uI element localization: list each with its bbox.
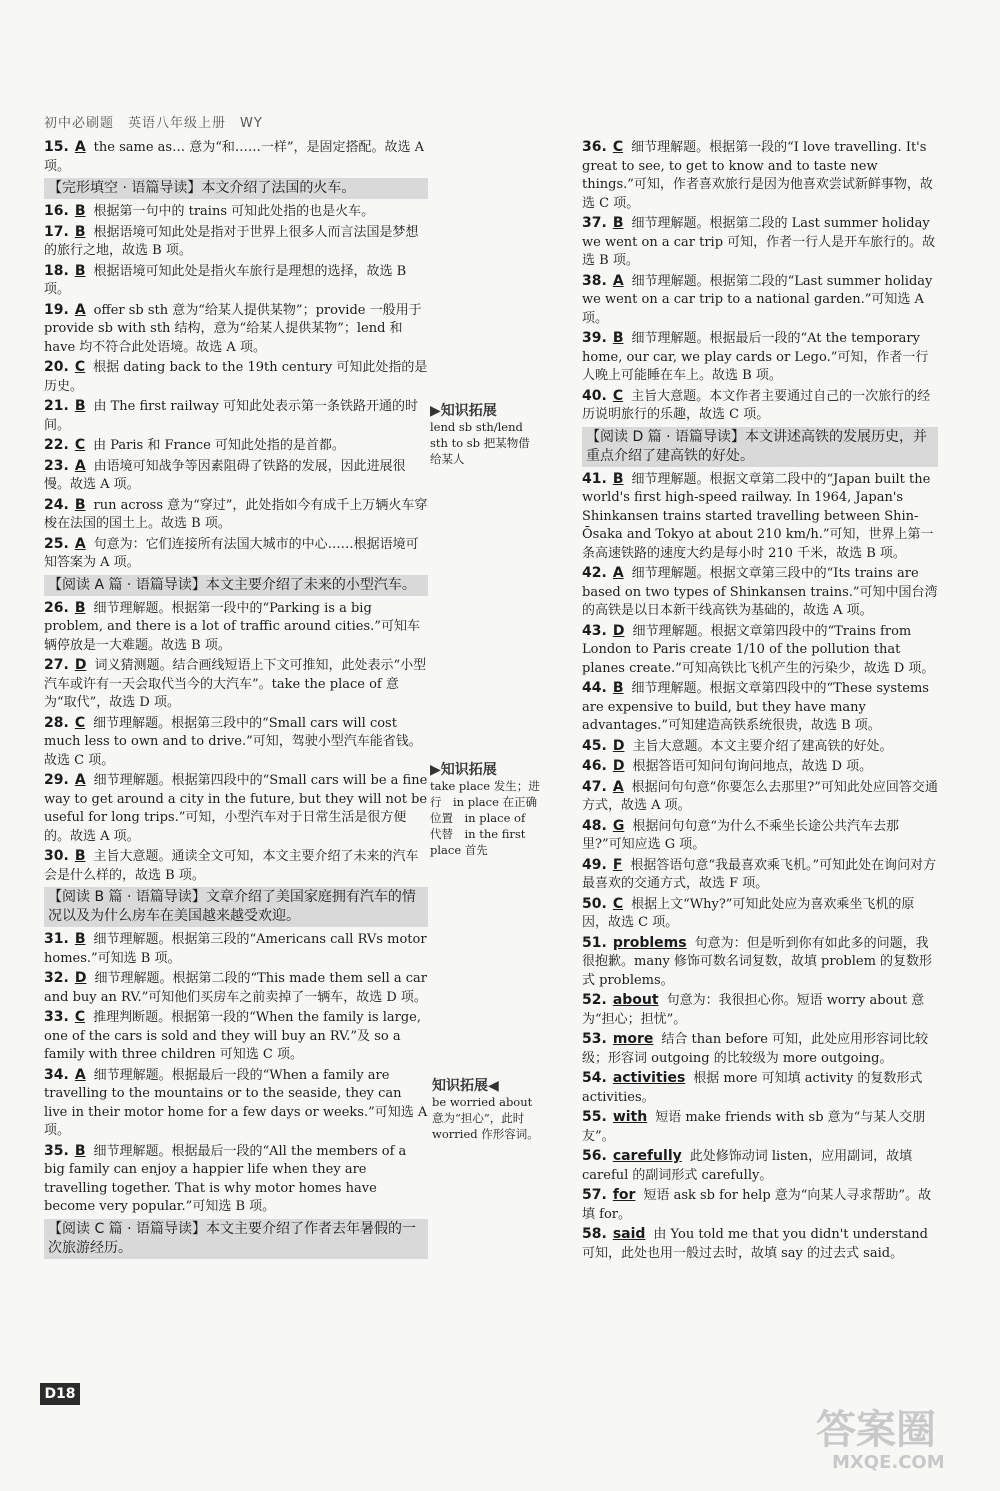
question-number: 41.	[582, 470, 607, 487]
answer-item	[44, 301, 428, 358]
explanation-text: 细节理解题。根据第二段的“This made them sell a car and buy an RV.”可知他们买房车之前卖掉了一辆车，故选 D 项。	[44, 971, 428, 1005]
question-number: 24.	[44, 496, 69, 513]
answer-item	[44, 714, 428, 771]
answer-item	[44, 847, 428, 885]
left-column	[44, 138, 428, 1262]
answer-item	[44, 771, 428, 846]
answer-key: C	[612, 387, 624, 404]
explanation-text: 细节理解题。根据文章第二段中的“Japan built the world's first high-speed railway. In 1964, Japan's Shinkansen trains started travelling between Shin-Ōsaka and Tokyo at about 210 km/h.”可知，世界上第一条高速铁路的速度大约是每小时 210 千米，故选 B 项。	[582, 471, 934, 561]
explanation-text: 词义猜测题。结合画线短语上下文可推知，此处表示“小型汽车或许有一天会取代当今的大汽车”。take the place of 意为“取代”，故选 D 项。	[44, 658, 427, 710]
explanation-text: 细节理解题。根据文章第四段中的“Trains from London to Paris create 1/10 of the pollution that planes create.”可知高铁比飞机产生的污染少，故选 D 项。	[582, 623, 935, 676]
question-number: 38.	[582, 272, 607, 289]
answer-item	[582, 1069, 938, 1107]
question-number: 45.	[582, 737, 607, 754]
answer-item	[582, 1108, 938, 1146]
explanation-text: 细节理解题。根据第二段的“Last summer holiday we went on a car trip to a national garden.”可知选 A 项。	[582, 273, 933, 326]
question-number: 35.	[44, 1142, 69, 1159]
right-column	[582, 138, 938, 1264]
answer-key: B	[74, 599, 86, 616]
answer-key: B	[74, 1142, 86, 1159]
answer-key: C	[612, 895, 624, 912]
answer-key: B	[612, 330, 624, 346]
question-number: 57.	[582, 1187, 607, 1203]
answer-item	[44, 496, 428, 534]
answer-item	[44, 262, 428, 300]
answer-key: D	[74, 657, 87, 673]
explanation-text: 结合 than before 可知，此处应用形容词比较级；形容词 outgoing 的比较级为 more outgoing。	[582, 1032, 929, 1066]
explanation-text: 此处修饰动词 listen，应用副词，故填 careful 的副词形式 carefully。	[582, 1149, 913, 1183]
answer-item	[582, 856, 938, 894]
note-title: ▶知识拓展	[430, 762, 497, 778]
answer-key: problems	[612, 934, 687, 951]
question-number: 28.	[44, 714, 69, 731]
explanation-text: 主旨大意题。本文作者主要通过自己的一次旅行的经历说明旅行的乐趣，故选 C 项。	[582, 388, 931, 422]
question-number: 46.	[582, 758, 607, 774]
explanation-text: 细节理解题。根据第一段的“I love travelling. It's great to see, to get to know and to taste new things.”可知，作者喜欢旅行是因为他喜欢尝试新鲜事物，故选 C 项。	[582, 140, 933, 211]
explanation-text: 根据上文“Why?”可知此处应为喜欢乘坐飞机的原因，故选 C 项。	[582, 896, 915, 930]
question-number: 26.	[44, 599, 69, 616]
question-number: 37.	[582, 215, 607, 231]
explanation-text: 推理判断题。根据第一段的“When the family is large, one of the cars is sold and they will buy an RV.”及 so a family with three children 可知选 C 项。	[44, 1010, 422, 1062]
question-number: 47.	[582, 778, 607, 795]
question-number: 48.	[582, 817, 607, 834]
section-header: 【完形填空 · 语篇导读】本文介绍了法国的火车。	[44, 178, 428, 199]
answer-key: A	[74, 457, 86, 474]
watermark-logo: 答案圈	[816, 1407, 936, 1453]
explanation-text: 根据问句句意“你要怎么去那里?”可知此处应回答交通方式，故选 A 项。	[582, 779, 938, 813]
answer-item	[582, 214, 938, 271]
explanation-text: 由 Paris 和 France 可知此处指的是首都。	[93, 438, 345, 453]
answer-item	[44, 599, 428, 656]
answer-item	[44, 436, 428, 456]
section-header: 【阅读 B 篇 · 语篇导读】文章介绍了美国家庭拥有汽车的情况以及为什么房车在美国越来越受欢迎。	[44, 887, 428, 927]
answer-item	[44, 138, 428, 176]
answer-item	[44, 535, 428, 573]
explanation-text: 细节理解题。根据第一段中的“Parking is a big problem, and there is a lot of traffic around cities.”可知车辆停放是一大难题。故选 B 项。	[44, 600, 420, 653]
explanation-text: 细节理解题。根据最后一段的“All the members of a big family can enjoy a happier life when they are travelling together. That is why motor homes have become very popular.”可知选 B 项。	[44, 1143, 407, 1214]
question-number: 20.	[44, 359, 69, 375]
answer-key: B	[74, 223, 86, 240]
answer-item	[44, 1066, 428, 1141]
answer-item	[44, 969, 428, 1007]
answer-key: for	[612, 1187, 636, 1203]
page-number: D18	[40, 1383, 80, 1405]
explanation-text: 主旨大意题。通读全文可知，本文主要介绍了未来的汽车会是什么样的，故选 B 项。	[44, 849, 419, 883]
question-number: 49.	[582, 856, 607, 873]
question-number: 17.	[44, 223, 69, 240]
question-number: 30.	[44, 848, 69, 864]
question-number: 58.	[582, 1226, 607, 1242]
question-number: 25.	[44, 535, 69, 552]
answer-item	[44, 358, 428, 396]
question-number: 43.	[582, 622, 607, 639]
question-number: 23.	[44, 457, 69, 474]
answer-item	[582, 934, 938, 991]
explanation-text: 根据问句句意“为什么不乘坐长途公共汽车去那里?”可知应选 G 项。	[582, 818, 899, 852]
answer-item	[582, 817, 938, 855]
explanation-text: 细节理解题。根据第三段的“Americans call RVs motor homes.”可知选 B 项。	[44, 932, 427, 966]
explanation-text: 句意为：但是听到你有如此多的问题，我很抱歉。many 修饰可数名词复数，故填 problem 的复数形式 problems。	[582, 935, 933, 988]
question-number: 55.	[582, 1109, 607, 1125]
answer-key: B	[74, 398, 86, 414]
explanation-text: 细节理解题。根据第二段的 Last summer holiday we went on a car trip 可知，作者一行人是开车旅行的。故选 B 项。	[582, 216, 936, 268]
explanation-text: 根据答语可知问句询问地点，故选 D 项。	[632, 759, 873, 774]
question-number: 32.	[44, 970, 69, 986]
answer-item	[582, 737, 938, 757]
explanation-text: 根据语境可知此处是指火车旅行是理想的选择，故选 B 项。	[44, 263, 407, 297]
explanation-text: 由 You told me that you didn't understand 可知，此处也用一般过去时，故填 say 的过去式 said。	[582, 1227, 928, 1261]
answer-key: B	[612, 215, 624, 231]
answer-item	[582, 272, 938, 329]
question-number: 39.	[582, 330, 607, 346]
question-number: 21.	[44, 398, 69, 414]
answer-key: C	[74, 714, 86, 731]
answer-item	[44, 656, 428, 713]
answer-item	[582, 622, 938, 679]
answer-key: C	[74, 437, 86, 453]
answer-key: A	[74, 535, 86, 552]
knowledge-note-1	[430, 403, 540, 467]
answer-key: D	[612, 758, 625, 774]
answer-key: B	[74, 262, 86, 279]
explanation-text: 细节理解题。根据最后一段的“At the temporary home, our car, we play cards or Lego.”可知，作者一行人晚上可能睡在车上。故选 B 项。	[582, 331, 929, 383]
answer-item	[44, 223, 428, 261]
question-number: 56.	[582, 1148, 607, 1164]
question-number: 51.	[582, 934, 607, 951]
question-number: 22.	[44, 437, 69, 453]
question-number: 31.	[44, 931, 69, 947]
explanation-text: 根据 dating back to the 19th century 可知此处指的是历史。	[44, 360, 428, 394]
answer-key: A	[612, 272, 624, 289]
question-number: 36.	[582, 139, 607, 155]
question-number: 33.	[44, 1009, 69, 1025]
explanation-text: 短语 ask sb for help 意为“向某人寻求帮助”。故填 for。	[582, 1188, 932, 1222]
answer-key: D	[612, 737, 625, 754]
section-header: 【阅读 C 篇 · 语篇导读】本文主要介绍了作者去年暑假的一次旅游经历。	[44, 1219, 428, 1259]
explanation-text: 细节理解题。根据文章第四段中的“These systems are expensive to build, but they have many advantages.”可知建造高铁系统很贵，故选 B 项。	[582, 681, 929, 733]
answer-key: B	[74, 848, 86, 864]
question-number: 27.	[44, 657, 69, 673]
answer-item	[582, 564, 938, 621]
explanation-text: 根据答语句意“我最喜欢乘飞机。”可知此处在询问对方最喜欢的交通方式，故选 F 项。	[582, 857, 937, 891]
note-title: ▶知识拓展	[430, 403, 497, 419]
answer-key: D	[612, 622, 625, 639]
answer-key: B	[74, 931, 86, 947]
question-number: 40.	[582, 387, 607, 404]
answer-item	[582, 757, 938, 777]
page-header: 初中必刷题 英语八年级上册 WY	[44, 116, 263, 131]
answer-item	[582, 138, 938, 213]
answer-key: C	[74, 359, 86, 375]
explanation-text: 句意为：我很担心你。短语 worry about 意为“担心；担忧”。	[582, 993, 925, 1027]
answer-item	[582, 778, 938, 816]
knowledge-note-2	[430, 762, 540, 858]
section-header: 【阅读 D 篇 · 语篇导读】本文讲述高铁的发展历史，并重点介绍了建高铁的好处。	[582, 427, 938, 467]
answer-key: B	[612, 470, 624, 487]
explanation-text: 细节理解题。根据第四段中的“Small cars will be a fine way to get around a city in the future, but they will not be useful for long trips.”可知，小型汽车对于日常生活是很方便的。故选 A 项。	[44, 773, 428, 844]
answer-key: B	[74, 203, 86, 219]
explanation-text: 细节理解题。根据最后一段的“When a family are travelling to the mountains or to the seaside, they can live in their motor home for a few days or weeks.”可知选 A 项。	[44, 1067, 428, 1138]
question-number: 19.	[44, 301, 69, 318]
answer-item	[582, 1147, 938, 1185]
answer-item	[582, 1225, 938, 1263]
answer-item	[582, 1186, 938, 1224]
question-number: 54.	[582, 1070, 607, 1086]
answer-key: A	[74, 1066, 86, 1083]
answer-item	[44, 1008, 428, 1065]
question-number: 15.	[44, 139, 69, 155]
answer-item	[44, 930, 428, 968]
note-body: lend sb sth/lend sth to sb 把某物借给某人	[430, 420, 530, 466]
explanation-text: 由语境可知战争等因素阻碍了铁路的发展，因此进展很慢。故选 A 项。	[44, 458, 406, 492]
explanation-text: the same as… 意为“和……一样”，是固定搭配。故选 A 项。	[44, 140, 425, 174]
note-body: be worried about 意为“担心”，此时 worried 作形容词。	[432, 1095, 539, 1141]
answer-key: A	[612, 778, 624, 795]
explanation-text: 根据 more 可知填 activity 的复数形式 activities。	[582, 1071, 923, 1105]
answer-item	[44, 457, 428, 495]
answer-item	[44, 202, 428, 222]
explanation-text: 主旨大意题。本文主要介绍了建高铁的好处。	[632, 738, 893, 754]
question-number: 29.	[44, 772, 69, 788]
answer-key: D	[74, 970, 87, 986]
answer-key: more	[612, 1031, 654, 1047]
question-number: 53.	[582, 1031, 607, 1047]
answer-key: B	[612, 680, 624, 696]
answer-key: with	[612, 1109, 648, 1125]
explanation-text: 由 The first railway 可知此处表示第一条铁路开通的时间。	[44, 399, 419, 433]
note-title: 知识拓展◀	[432, 1078, 499, 1094]
answer-item	[582, 679, 938, 736]
answer-key: G	[612, 817, 625, 834]
explanation-text: run across 意为“穿过”，此处指如今有成千上万辆火车穿梭在法国的国土上。故选 B 项。	[44, 497, 428, 531]
question-number: 52.	[582, 992, 607, 1008]
question-number: 18.	[44, 262, 69, 279]
answer-key: A	[74, 301, 86, 318]
answer-key: A	[74, 139, 86, 155]
answer-item	[44, 1142, 428, 1217]
answer-key: carefully	[612, 1148, 682, 1164]
answer-key: C	[612, 139, 624, 155]
answer-item	[582, 329, 938, 386]
answer-key: activities	[612, 1070, 686, 1086]
explanation-text: 细节理解题。根据第三段中的“Small cars will cost much less to own and to drive.”可知，驾驶小型汽车能省钱。故选 C 项。	[44, 715, 422, 768]
watermark-url: MXQE.COM	[832, 1452, 945, 1473]
note-body: take place 发生；进行 in place 在正确位置 in place of 代替 in the first place 首先	[430, 779, 540, 857]
answer-key: said	[612, 1226, 646, 1242]
answer-key: about	[612, 992, 659, 1008]
explanation-text: 根据语境可知此处是指对于世界上很多人而言法国是梦想的旅行之地，故选 B 项。	[44, 224, 419, 258]
question-number: 16.	[44, 203, 69, 219]
explanation-text: 根据第一句中的 trains 可知此处指的也是火车。	[93, 204, 375, 219]
section-header: 【阅读 A 篇 · 语篇导读】本文主要介绍了未来的小型汽车。	[44, 575, 428, 596]
knowledge-note-3	[432, 1078, 542, 1142]
explanation-text: 短语 make friends with sb 意为“与某人交朋友”。	[582, 1110, 926, 1144]
answer-item	[582, 470, 938, 564]
answer-item	[582, 991, 938, 1029]
answer-item	[44, 397, 428, 435]
answer-item	[582, 1030, 938, 1068]
answer-item	[582, 895, 938, 933]
explanation-text: 句意为：它们连接所有法国大城市的中心……根据语境可知答案为 A 项。	[44, 536, 419, 570]
answer-key: A	[612, 565, 624, 581]
question-number: 42.	[582, 565, 607, 581]
answer-item	[582, 387, 938, 425]
explanation-text: offer sb sth 意为“给某人提供某物”；provide 一般用于 provide sb with sth 结构，意为“给某人提供某物”；lend 和 have 均不符合此处语境。故选 A 项。	[44, 302, 422, 355]
answer-key: A	[74, 772, 86, 788]
question-number: 50.	[582, 895, 607, 912]
answer-key: B	[74, 496, 86, 513]
explanation-text: 细节理解题。根据文章第三段中的“Its trains are based on two types of Shinkansen trains.”可知中国台湾的高铁是以日本新干线高铁为基础的，故选 A 项。	[582, 566, 938, 618]
answer-key: C	[74, 1009, 86, 1025]
answer-key: F	[612, 856, 623, 873]
question-number: 44.	[582, 680, 607, 696]
question-number: 34.	[44, 1066, 69, 1083]
